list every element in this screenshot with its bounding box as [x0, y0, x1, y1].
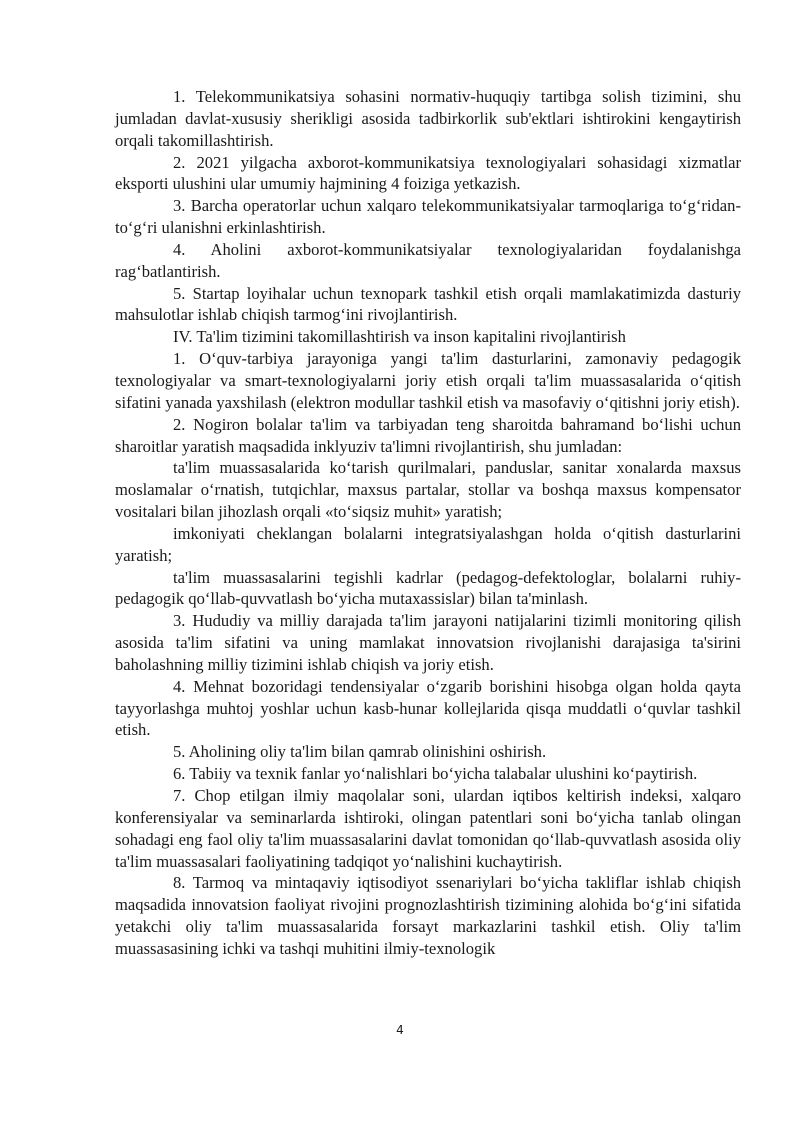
paragraph: 5. Aholining oliy ta'lim bilan qamrab olinishini oshirish. [173, 742, 547, 762]
paragraph: 2. Nogiron bolalar ta'lim va tarbiyadan teng sharoitda bahramand bo‘lishi uchun sharoitlar yaratish maqsadida inklyuziv ta'limni rivojlantirish, shu jumladan: [115, 414, 741, 456]
paragraph: 3. Barcha operatorlar uchun xalqaro telekommunikatsiyalar tarmoqlariga to‘g‘ridan-to‘g‘ri ulanishni erkinlashtirish. [115, 196, 741, 238]
page-number: 4 [396, 1023, 404, 1037]
paragraph: 8. Tarmoq va mintaqaviy iqtisodiyot ssenariylari bo‘yicha takliflar ishlab chiqish maqsadida innovatsion faoliyat rivojini prognozlashtirish tizimining alohida bo‘g‘ini sifatida yetakchi oliy ta'lim muassasalarida forsayt markazlarini tashkil etish. Oliy ta'lim muassasasining ichki va tashqi muhitini ilmiy-texnologik [115, 873, 741, 958]
paragraph: 2. 2021 yilgacha axborot-kommunikatsiya texnologiyalari sohasidagi xizmatlar eksporti ulushini ular umumiy hajmining 4 foiziga yetkazish. [115, 152, 741, 194]
paragraph: 6. Tabiiy va texnik fanlar yo‘nalishlari bo‘yicha talabalar ulushini ko‘paytirish. [173, 764, 698, 784]
paragraph: 3. Hududiy va milliy darajada ta'lim jarayoni natijalarini tizimli monitoring qilish asosida ta'lim sifatini va uning mamlakat innovatsion rivojlanishi darajasiga ta'sirini baholashning milliy tizimini ishlab chiqish va joriy etish. [115, 611, 741, 674]
paragraph: ta'lim muassasalarini tegishli kadrlar (pedagog-defektologlar, bolalarni ruhiy-pedagogik qo‘llab-quvvatlash bo‘yicha mutaxassislar) bilan ta'minlash. [115, 567, 741, 609]
document-body [115, 86, 741, 960]
paragraph: 7. Chop etilgan ilmiy maqolalar soni, ulardan iqtibos keltirish indeksi, xalqaro konferensiyalar va seminarlarda ishtiroki, olingan patentlari soni bo‘yicha tanlab olingan sohadagi eng faol oliy ta'lim muassasalarini davlat tomonidan qo‘llab-quvvatlash asosida oliy ta'lim muassasalari faoliyatining tadqiqot yo‘nalishini kuchaytirish. [115, 786, 741, 871]
paragraph: 4. Aholini axborot-kommunikatsiyalar texnologiyalaridan foydalanishga rag‘batlantirish. [115, 239, 741, 281]
section-heading: IV. Ta'lim tizimini takomillashtirish va inson kapitalini rivojlantirish [173, 327, 626, 347]
paragraph: 1. Telekommunikatsiya sohasini normativ-huquqiy tartibga solish tizimini, shu jumladan davlat-xususiy sherikligi asosida tadbirkorlik sub'ektlari ishtirokini kengaytirish orqali takomillashtirish. [115, 87, 741, 150]
paragraph: imkoniyati cheklangan bolalarni integratsiyalashgan holda o‘qitish dasturlarini yaratish; [115, 523, 741, 565]
paragraph: 1. O‘quv-tarbiya jarayoniga yangi ta'lim dasturlarini, zamonaviy pedagogik texnologiyalar va smart-texnologiyalarni joriy etish orqali ta'lim muassasalarida o‘qitish sifatini yanada yaxshilash (elektron modullar tashkil etish va masofaviy o‘qitishni joriy etish). [115, 349, 741, 412]
paragraph: 5. Startap loyihalar uchun texnopark tashkil etish orqali mamlakatimizda dasturiy mahsulotlar ishlab chiqish tarmog‘ini rivojlantirish. [115, 283, 741, 325]
paragraph: 4. Mehnat bozoridagi tendensiyalar o‘zgarib borishini hisobga olgan holda qayta tayyorlashga muhtoj yoshlar uchun kasb-hunar kollejlarida qisqa muddatli o‘quvlar tashkil etish. [115, 676, 741, 740]
paragraph: ta'lim muassasalarida ko‘tarish qurilmalari, panduslar, sanitar xonalarda maxsus moslamalar o‘rnatish, tutqichlar, maxsus partalar, stollar va boshqa maxsus kompensator vositalari bilan jihozlash orqali «to‘siqsiz muhit» yaratish; [115, 458, 741, 522]
